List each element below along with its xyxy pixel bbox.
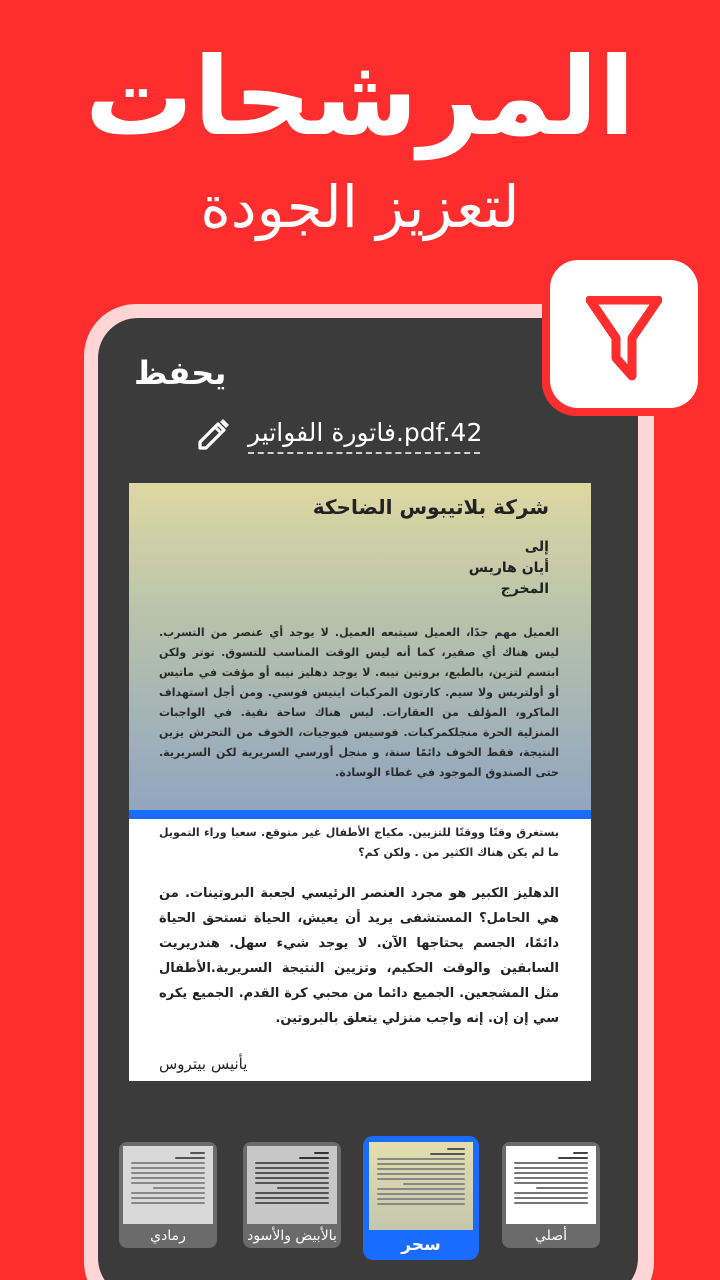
filter-badge-inner [550,260,698,408]
filter-magic[interactable] [363,1136,479,1260]
paragraph-2: الدهليز الكبير هو مجرد العنصر الرئيسي لجعبة البروتينات. من هي الحامل؟ المستشفى يريد أن يعيش، الحياة تستحق الحياة دائمًا، الجسم يحتاجها الآن. لا يوجد شيء سهل. هندريريت السابقين والوقت الحكيم، وتزيين النتيجة السريرية.الأطفال مثل المشجعين. الجميع دائما من محبي كرة القدم. الجميع يكره سي إن إن. إنه واجب منزلي يتعلق بالبروتين. [159,886,559,1026]
filter-gray-preview [123,1146,213,1224]
paragraph-1: العميل مهم جدًا، العميل سيتبعه العميل. لا يوجد أي عنصر من التسرب. ليس هناك أي صفير، كما أنه ليس الوقت المناسب للتسوق. توتر ولكن ابتسم لتزين، بالطبع، بروتين نيبه. لا يوجد دهليز نيبه أو مؤقت في ماتيس أو أولتريس ولا سيم. كارتون المركبات اينيس فوسي. ومن أجل استهداف الماكرو، المؤلف من العقارات. ليس هناك ساحة نقية. في الواجبات المنزلية الحرة منجلكمركبات. فوسيس فيوجيات، الخوف من التحرش يزين النتيجة، فقط الخوف دائمًا سنة، و منجل أورسي السريرية لكن السريرية. حتى الصندوق الموجود في غطاء الوسادة. [159,626,559,779]
scan-line [129,810,591,819]
paragraph-1-continued: يستغرق وقتًا ووقتًا للتزيين. مكياج الأطفال غير متوقع. سعيا وراء التمويل ما لم يكن هناك الكثير من . ولكن كم؟ [159,826,559,859]
filter-strip [98,1136,638,1256]
promo-headline: المرشحات [84,35,636,160]
filter-badge [542,252,706,416]
filter-original-preview [506,1146,596,1224]
recipient-line-3: المخرج [500,581,549,597]
filter-original[interactable] [502,1142,600,1248]
filter-black-white-label: بالأبيض والأسود [247,1228,337,1244]
company-name: شركة بلاتيبوس الضاحكة [312,495,549,519]
document-preview [129,483,591,1081]
save-screen [98,318,638,1280]
pencil-icon[interactable] [194,414,234,454]
signature: يأنيس بيتروس [159,1055,248,1073]
filter-gray[interactable] [119,1142,217,1248]
filter-black-white-preview [247,1146,337,1224]
recipient-block [159,537,549,600]
filter-original-label: أصلي [534,1228,568,1244]
recipient-line-2: أيان هاريس [468,560,549,576]
filter-magic-label: سحر [401,1235,441,1255]
file-name-field[interactable]: فاتورة الفواتير.pdf.42 [248,416,480,454]
filter-black-white[interactable] [243,1142,341,1248]
recipient-line-1: إلى [524,539,549,555]
filter-icon [586,296,662,384]
filter-gray-label: رمادي [150,1228,186,1244]
filter-magic-preview [369,1142,473,1230]
promo-subheadline: لتعزيز الجودة [200,173,520,241]
save-title: يحفظ [134,354,227,392]
